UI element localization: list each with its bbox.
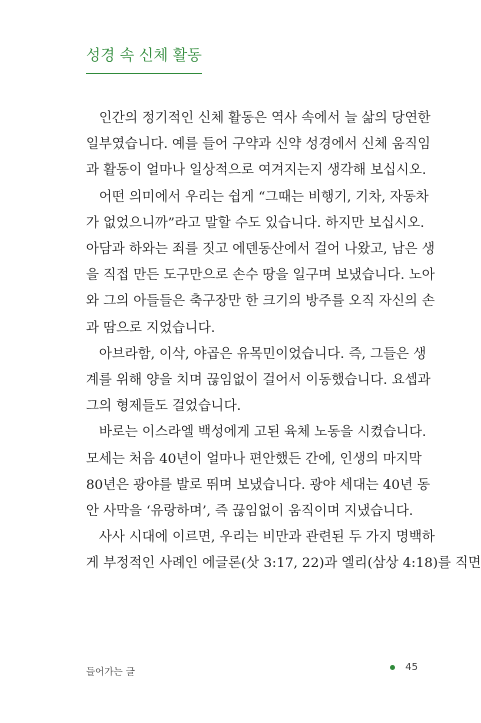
body-text	[86, 106, 481, 578]
paragraph-line: 을 직접 만든 도구만으로 손수 땅을 일구며 보냈습니다. 노아	[86, 268, 435, 284]
paragraph-line: 바로는 이스라엘 백성에게 고된 육체 노동을 시켰습니다.	[99, 425, 427, 441]
paragraph-line: 과 땀으로 지었습니다.	[86, 320, 216, 336]
paragraph-line: 안 사막을 ‘유랑하며’, 즉 끊임없이 움직이며 지냈습니다.	[86, 504, 414, 520]
page-number: 45	[405, 662, 418, 673]
running-footer-section: 들어가는 글	[86, 667, 135, 678]
paragraph-line: 그의 형제들도 걸었습니다.	[86, 399, 242, 415]
paragraph-line: 어떤 의미에서 우리는 쉽게 “그때는 비행기, 기차, 자동차	[99, 189, 429, 205]
page-title: 성경 속 신체 활동	[86, 44, 202, 74]
paragraph-line: 계를 위해 양을 치며 끊임없이 걸어서 이동했습니다. 요셉과	[86, 373, 431, 389]
paragraph-line: 모세는 처음 40년이 얼마나 편안했든 간에, 인생의 마지막	[86, 451, 422, 467]
paragraph-line: 와 그의 아들들은 축구장만 한 크기의 방주를 오직 자신의 손	[86, 294, 435, 310]
bullet-dot-icon	[390, 665, 395, 670]
page-number-area	[390, 662, 418, 673]
paragraph-line: 사사 시대에 이르면, 우리는 비만과 관련된 두 가지 명백하	[99, 530, 435, 546]
paragraph-line: 80년은 광야를 발로 뛰며 보냈습니다. 광야 세대는 40년 동	[86, 477, 431, 493]
paragraph-line: 과 활동이 얼마나 일상적으로 여겨지는지 생각해 보십시오.	[86, 163, 427, 179]
paragraph-line: 인간의 정기적인 신체 활동은 역사 속에서 늘 삶의 당연한	[99, 111, 431, 126]
paragraph-line: 가 없었으니까”라고 말할 수도 있습니다. 하지만 보십시오.	[86, 215, 425, 231]
paragraph-line: 일부였습니다. 예를 들어 구약과 신약 성경에서 신체 움직임	[86, 137, 431, 153]
paragraph-line: 아브라함, 이삭, 야곱은 유목민이었습니다. 즉, 그들은 생	[99, 346, 427, 362]
paragraph-line: 게 부정적인 사례인 에글론(삿 3:17, 22)과 엘리(삼상 4:18)를 직면	[86, 556, 481, 572]
paragraph-line: 아담과 하와는 죄를 짓고 에덴동산에서 걸어 나왔고, 남은 생	[86, 242, 435, 258]
